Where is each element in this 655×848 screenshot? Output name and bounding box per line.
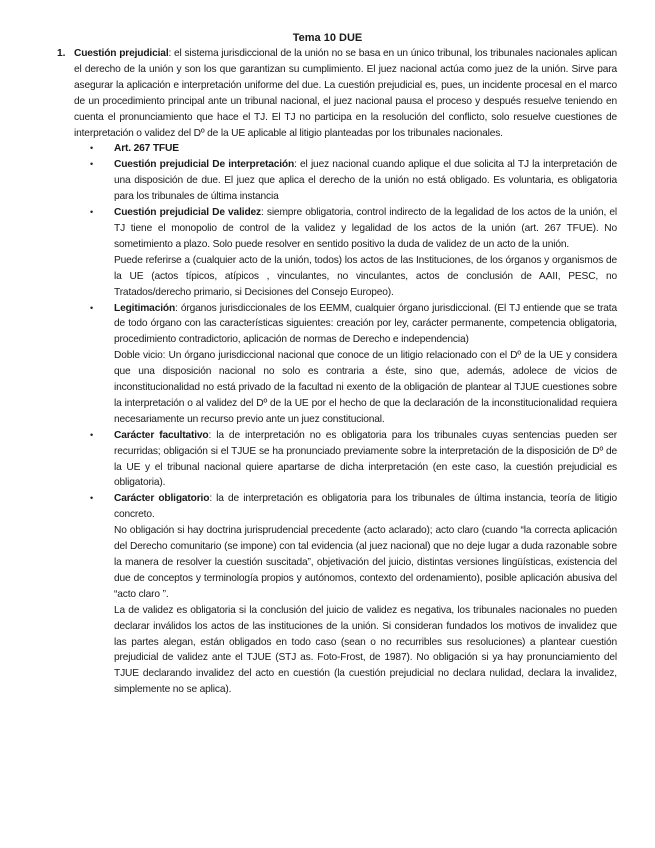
bullet-text: : órganos jurisdiccionales de los EEMM, cualquier órgano jurisdiccional. (El TJ entiende que se trata de todo órgano con las características siguientes: creación por ley, carácter permanente, competencia obligatoria, procedimiento contradictorio, aplicación de normas de Derecho e independencia) bbox=[114, 302, 617, 346]
bullet-text: : la de interpretación no es obligatoria para los tribunales cuyas sentencias pueden ser recurridas; obligación si el TJUE se ha pronunciado previamente sobre la interpretación de la disposición de Dº de la UE y el tribunal nacional quiere apartarse de dicha interpretación (en este caso, la cuestión prejudicial es obligatoria). bbox=[114, 429, 617, 489]
bullet-heading: Cuestión prejudicial De validez bbox=[114, 207, 261, 219]
bullet-text: : el juez nacional cuando aplique el due solicita al TJ la interpretación de una disposición de due. El juez que aplica el derecho de la unión no está obligado. Es voluntaria, es obligatoria para los tribunales de última instancia bbox=[114, 159, 618, 203]
section-intro-text: : el sistema jurisdiccional de la unión no se basa en un único tribunal, los tribunales nacionales aplican el derecho de la unión y son los que garantizan su cumplimiento. El juez nacional actúa como juez de la unión. Sirve para asegurar la aplicación e interpretación uniforme del due. La cuestión prejudicial es, pues, un incidente procesal en el marco de un procedimiento principal ante un tribunal nacional, el juez nacional pausa el proceso y después resuelve teniendo en cuenta el pronunciamiento que hace el TJ. El TJ no participa en la resolución del conflicto, solo resuelve cuestiones de interpretación o validez del Dº de la UE aplicable al litigio planteadas por los tribunales nacionales. bbox=[74, 48, 617, 139]
bullet-icon: • bbox=[90, 302, 94, 313]
bullet-text: : siempre obligatoria, control indirecto de la legalidad de los actos de la unión, el TJ tiene el monopolio de control de la validez y legalidad de los actos de la unión (art. 267 TFUE). No sometimiento a plazo. Solo puede resolver en sentido positivo la duda de validez de un acto de la unión. bbox=[114, 207, 618, 250]
section-heading: Cuestión prejudicial bbox=[74, 48, 169, 59]
bullet-icon: • bbox=[90, 207, 94, 218]
list-item bbox=[90, 205, 618, 300]
bullet-icon: • bbox=[90, 493, 94, 504]
bullet-heading: Cuestión prejudicial De interpretación bbox=[114, 159, 295, 171]
document-title: Tema 10 DUE bbox=[292, 32, 363, 44]
bullet-extra-paragraph: No obligación si hay doctrina jurisprudencial precedente (acto aclarado); acto claro (cuando “la correcta aplicación del Derecho comunitario (se impone) con tal evidencia (al juez nacional) que no deje lugar a duda razonable sobre la manera de resolver la cuestión suscitada”, objetivación del juicio, distintas versiones lingüísticas, existencia del due de conceptos y terminología propios y autónomos, contexto del ordenamiento), posible aplicación abusiva del “acto claro ”. bbox=[114, 525, 617, 600]
bullet-list bbox=[90, 141, 618, 698]
bullet-extra-paragraph: Puede referirse a (cualquier acto de la unión, todos) los actos de las Instituciones, de los órganos y organismos de la UE (actos típicos, atípicos , vinculantes, no vinculantes, actos de conclusión de AAII, PESC, no Tratados/derecho primario, si Decisiones del Consejo Europeo). bbox=[114, 254, 617, 298]
bullet-text: : la de interpretación es obligatoria para los tribunales de última instancia, teoría de litigio concreto. bbox=[114, 493, 617, 521]
list-item bbox=[90, 301, 617, 428]
list-item bbox=[90, 428, 617, 492]
bullet-icon: • bbox=[90, 429, 94, 440]
bullet-extra-paragraph: La de validez es obligatoria si la conclusión del juicio de validez es negativa, los tribunales nacionales no pueden declarar inválidos los actos de las instituciones de la unión. Si consideran fundados los motivos de invalidez que las partes alegan, están obligados en todo caso (sean o no recurribles sus resoluciones) a plantear cuestión prejudicial de validez ante el TJUE (STJ as. Foto-Frost, de 1987). No obligación si ya hay pronunciamiento del TJUE declarando invalidez del acto en cuestión (la cuestión prejudicial no declara nulidad, declara la invalidez, simplemente no se aplica). bbox=[114, 604, 617, 696]
bullet-extra-paragraph: Doble vicio: Un órgano jurisdiccional nacional que conoce de un litigio relacionado con el Dº de la UE y considera que una disposición nacional no solo es contraria a éste, sino que, además, adolece de vicios de inconstitucionalidad no está privado de la facultad ni exento de la obligación de plantear al TJUE cuestiones sobre la interpretación o al validez del Dº de la UE por el hecho de que la declaración de la inconstitucionalidad requiera necesariamente un recurso previo ante un juez constitucional. bbox=[114, 350, 617, 425]
list-item bbox=[90, 491, 617, 698]
list-item bbox=[90, 157, 618, 205]
bullet-heading: Carácter obligatorio bbox=[114, 493, 210, 505]
bullet-icon: • bbox=[90, 143, 94, 154]
bullet-heading: Carácter facultativo bbox=[114, 429, 209, 441]
bullet-heading: Art. 267 TFUE bbox=[114, 143, 179, 155]
section-intro-paragraph bbox=[74, 46, 617, 141]
bullet-heading: Legitimación bbox=[114, 302, 176, 314]
list-item bbox=[90, 141, 617, 157]
section-number: 1. bbox=[57, 48, 66, 59]
section-1 bbox=[52, 46, 617, 698]
bullet-icon: • bbox=[90, 159, 94, 170]
